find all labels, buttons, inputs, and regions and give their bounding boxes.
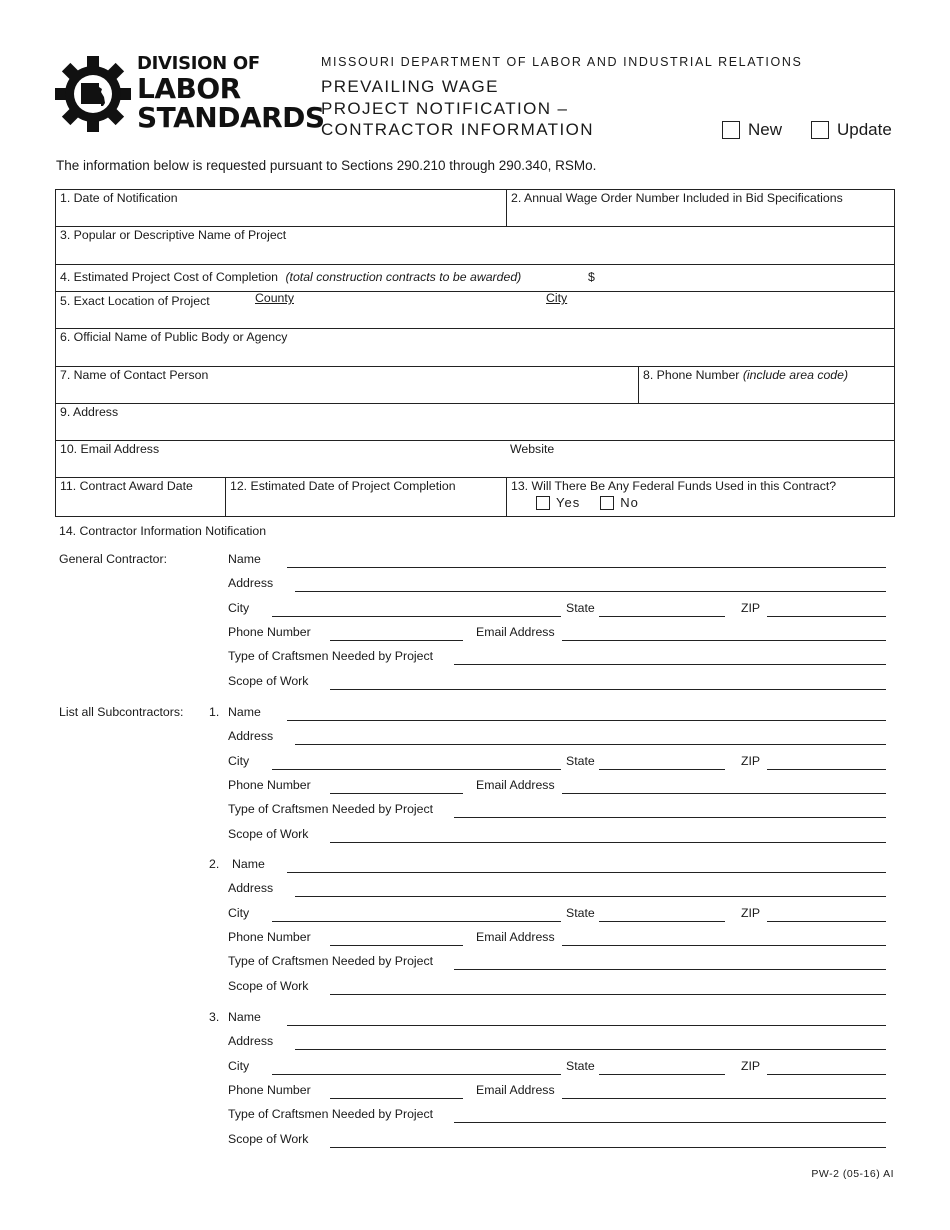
federal-funds-yes-checkbox[interactable] bbox=[536, 496, 550, 510]
date-of-notification-field[interactable] bbox=[56, 190, 506, 226]
general-contractor-scope-label: Scope of Work bbox=[228, 674, 309, 688]
update-option[interactable] bbox=[811, 120, 892, 140]
subcontractor-2-address-input[interactable] bbox=[295, 896, 886, 897]
phone-number-note: (include area code) bbox=[742, 368, 849, 382]
subcontractor-3-zip-input[interactable] bbox=[767, 1074, 886, 1075]
general-contractor-craftsmen-label: Type of Craftsmen Needed by Project bbox=[228, 649, 434, 663]
wage-order-number-label: 2. Annual Wage Order Number Included in Bid Specifications bbox=[511, 191, 843, 205]
subcontractor-1-zip-label: ZIP bbox=[741, 754, 761, 768]
date-of-notification-label: 1. Date of Notification bbox=[60, 191, 178, 205]
subcontractor-1-address-label: Address bbox=[228, 729, 274, 743]
form-title bbox=[321, 76, 594, 141]
general-contractor-phone-label: Phone Number bbox=[228, 625, 311, 639]
subcontractors-label: List all Subcontractors: bbox=[59, 705, 184, 719]
subcontractor-1-phone-label: Phone Number bbox=[228, 778, 311, 792]
project-cost-field[interactable] bbox=[56, 265, 894, 291]
contract-award-date-label: 11. Contract Award Date bbox=[60, 479, 193, 493]
new-label: New bbox=[748, 120, 783, 139]
website-field[interactable] bbox=[506, 441, 894, 477]
project-location-field[interactable] bbox=[56, 292, 894, 328]
subcontractor-2-scope-label: Scope of Work bbox=[228, 979, 309, 993]
logo-line-1: DIVISION OF bbox=[137, 53, 260, 74]
subcontractor-3-phone-label: Phone Number bbox=[228, 1083, 311, 1097]
county-label: County bbox=[255, 291, 294, 305]
subcontractor-1-state-label: State bbox=[566, 754, 595, 768]
subcontractor-1-email-label: Email Address bbox=[476, 778, 555, 792]
subcontractor-3-city-input[interactable] bbox=[272, 1074, 561, 1075]
subcontractor-number-3: 3. bbox=[209, 1010, 220, 1024]
federal-funds-label: 13. Will There Be Any Federal Funds Used in this Contract? bbox=[511, 479, 837, 493]
website-label: Website bbox=[510, 442, 555, 456]
title-line-1: PREVAILING WAGE bbox=[321, 77, 499, 96]
subcontractor-1-phone-input[interactable] bbox=[330, 793, 463, 794]
subcontractor-1-name-label: Name bbox=[228, 705, 261, 719]
subcontractor-1-scope-input[interactable] bbox=[330, 842, 886, 843]
project-name-label: 3. Popular or Descriptive Name of Project bbox=[60, 228, 287, 242]
subcontractor-3-craftsmen-label: Type of Craftsmen Needed by Project bbox=[228, 1107, 434, 1121]
federal-funds-no-label: No bbox=[620, 495, 639, 510]
subcontractor-2-state-label: State bbox=[566, 906, 595, 920]
address-field[interactable] bbox=[56, 404, 894, 440]
project-cost-label: 4. Estimated Project Cost of Completion bbox=[60, 270, 279, 284]
general-contractor-name-label: Name bbox=[228, 552, 261, 566]
public-body-label: 6. Official Name of Public Body or Agency bbox=[60, 330, 288, 344]
federal-funds-yes-label: Yes bbox=[556, 495, 581, 510]
subcontractor-2-zip-input[interactable] bbox=[767, 921, 886, 922]
general-contractor-address-input[interactable] bbox=[295, 591, 886, 592]
subcontractor-3-phone-input[interactable] bbox=[330, 1098, 463, 1099]
subcontractor-2-phone-label: Phone Number bbox=[228, 930, 311, 944]
general-contractor-state-input[interactable] bbox=[599, 616, 725, 617]
title-line-3: CONTRACTOR INFORMATION bbox=[321, 120, 594, 139]
phone-number-field[interactable] bbox=[638, 367, 894, 403]
update-checkbox[interactable] bbox=[811, 121, 829, 139]
subcontractor-2-craftsmen-input[interactable] bbox=[454, 969, 886, 970]
general-contractor-address-label: Address bbox=[228, 576, 274, 590]
currency-symbol: $ bbox=[588, 270, 595, 284]
project-info-grid bbox=[55, 189, 895, 517]
federal-funds-field bbox=[506, 478, 894, 516]
general-contractor-label: General Contractor: bbox=[59, 552, 167, 566]
subcontractor-3-state-label: State bbox=[566, 1059, 595, 1073]
subcontractor-3-craftsmen-input[interactable] bbox=[454, 1122, 886, 1123]
subcontractor-2-city-label: City bbox=[228, 906, 250, 920]
project-cost-note: (total construction contracts to be awarded) bbox=[285, 270, 522, 284]
email-label: 10. Email Address bbox=[60, 442, 160, 456]
subcontractor-3-city-label: City bbox=[228, 1059, 250, 1073]
subcontractor-2-craftsmen-label: Type of Craftsmen Needed by Project bbox=[228, 954, 434, 968]
subcontractor-2-address-label: Address bbox=[228, 881, 274, 895]
subcontractor-3-scope-input[interactable] bbox=[330, 1147, 886, 1148]
subcontractor-3-email-label: Email Address bbox=[476, 1083, 555, 1097]
project-name-field[interactable] bbox=[56, 227, 894, 264]
intro-text: The information below is requested pursuant to Sections 290.210 through 290.340, RSMo. bbox=[56, 158, 597, 173]
subcontractor-2-name-label: Name bbox=[232, 857, 265, 871]
subcontractor-3-email-input[interactable] bbox=[562, 1098, 886, 1099]
subcontractor-number-1: 1. bbox=[209, 705, 220, 719]
subcontractor-3-state-input[interactable] bbox=[599, 1074, 725, 1075]
general-contractor-phone-input[interactable] bbox=[330, 640, 463, 641]
subcontractor-3-name-label: Name bbox=[228, 1010, 261, 1024]
subcontractor-1-state-input[interactable] bbox=[599, 769, 725, 770]
gear-missouri-icon bbox=[55, 54, 131, 134]
subcontractor-2-state-input[interactable] bbox=[599, 921, 725, 922]
subcontractor-1-city-input[interactable] bbox=[272, 769, 561, 770]
division-logo bbox=[55, 53, 325, 134]
subcontractor-3-address-input[interactable] bbox=[295, 1049, 886, 1050]
email-field[interactable] bbox=[56, 441, 506, 477]
subcontractor-1-name-input[interactable] bbox=[287, 720, 886, 721]
address-label: 9. Address bbox=[60, 405, 119, 419]
general-contractor-email-input[interactable] bbox=[562, 640, 886, 641]
subcontractor-number-2: 2. bbox=[209, 857, 220, 871]
new-checkbox[interactable] bbox=[722, 121, 740, 139]
update-label: Update bbox=[837, 120, 892, 139]
contact-person-label: 7. Name of Contact Person bbox=[60, 368, 209, 382]
subcontractor-1-address-input[interactable] bbox=[295, 744, 886, 745]
subcontractor-3-address-label: Address bbox=[228, 1034, 274, 1048]
subcontractor-2-city-input[interactable] bbox=[272, 921, 561, 922]
subcontractor-1-craftsmen-label: Type of Craftsmen Needed by Project bbox=[228, 802, 434, 816]
subcontractor-1-email-input[interactable] bbox=[562, 793, 886, 794]
department-name: MISSOURI DEPARTMENT OF LABOR AND INDUSTRIAL RELATIONS bbox=[321, 55, 803, 69]
subcontractor-3-zip-label: ZIP bbox=[741, 1059, 761, 1073]
form-code: PW-2 (05-16) AI bbox=[811, 1168, 894, 1180]
new-option[interactable] bbox=[722, 120, 782, 140]
subcontractor-1-zip-input[interactable] bbox=[767, 769, 886, 770]
subcontractor-2-scope-input[interactable] bbox=[330, 994, 886, 995]
subcontractor-3-name-input[interactable] bbox=[287, 1025, 886, 1026]
general-contractor-name-input[interactable] bbox=[287, 567, 886, 568]
general-contractor-zip-label: ZIP bbox=[741, 601, 761, 615]
subcontractor-2-phone-input[interactable] bbox=[330, 945, 463, 946]
logo-line-3: STANDARDS bbox=[137, 101, 325, 134]
subcontractor-1-city-label: City bbox=[228, 754, 250, 768]
project-location-label: 5. Exact Location of Project bbox=[60, 294, 210, 308]
general-contractor-email-label: Email Address bbox=[476, 625, 555, 639]
general-contractor-city-label: City bbox=[228, 601, 250, 615]
phone-number-label: 8. Phone Number bbox=[643, 368, 740, 382]
subcontractor-2-zip-label: ZIP bbox=[741, 906, 761, 920]
contract-award-date-field[interactable] bbox=[56, 478, 225, 516]
subcontractor-2-email-label: Email Address bbox=[476, 930, 555, 944]
general-contractor-zip-input[interactable] bbox=[767, 616, 886, 617]
section-14-title: 14. Contractor Information Notification bbox=[59, 524, 267, 538]
subcontractor-2-name-input[interactable] bbox=[287, 872, 886, 873]
completion-date-label: 12. Estimated Date of Project Completion bbox=[230, 479, 456, 493]
general-contractor-craftsmen-input[interactable] bbox=[454, 664, 886, 665]
city-label: City bbox=[546, 291, 568, 305]
subcontractor-2-email-input[interactable] bbox=[562, 945, 886, 946]
completion-date-field[interactable] bbox=[225, 478, 506, 516]
federal-funds-no-checkbox[interactable] bbox=[600, 496, 614, 510]
wage-order-number-field[interactable] bbox=[506, 190, 894, 226]
subcontractor-1-craftsmen-input[interactable] bbox=[454, 817, 886, 818]
public-body-field[interactable] bbox=[56, 329, 894, 366]
general-contractor-state-label: State bbox=[566, 601, 595, 615]
logo-line-2: LABOR bbox=[137, 72, 241, 105]
contact-person-field[interactable] bbox=[56, 367, 638, 403]
general-contractor-city-input[interactable] bbox=[272, 616, 561, 617]
subcontractor-3-scope-label: Scope of Work bbox=[228, 1132, 309, 1146]
subcontractor-1-scope-label: Scope of Work bbox=[228, 827, 309, 841]
title-line-2: PROJECT NOTIFICATION – bbox=[321, 98, 569, 118]
general-contractor-scope-input[interactable] bbox=[330, 689, 886, 690]
